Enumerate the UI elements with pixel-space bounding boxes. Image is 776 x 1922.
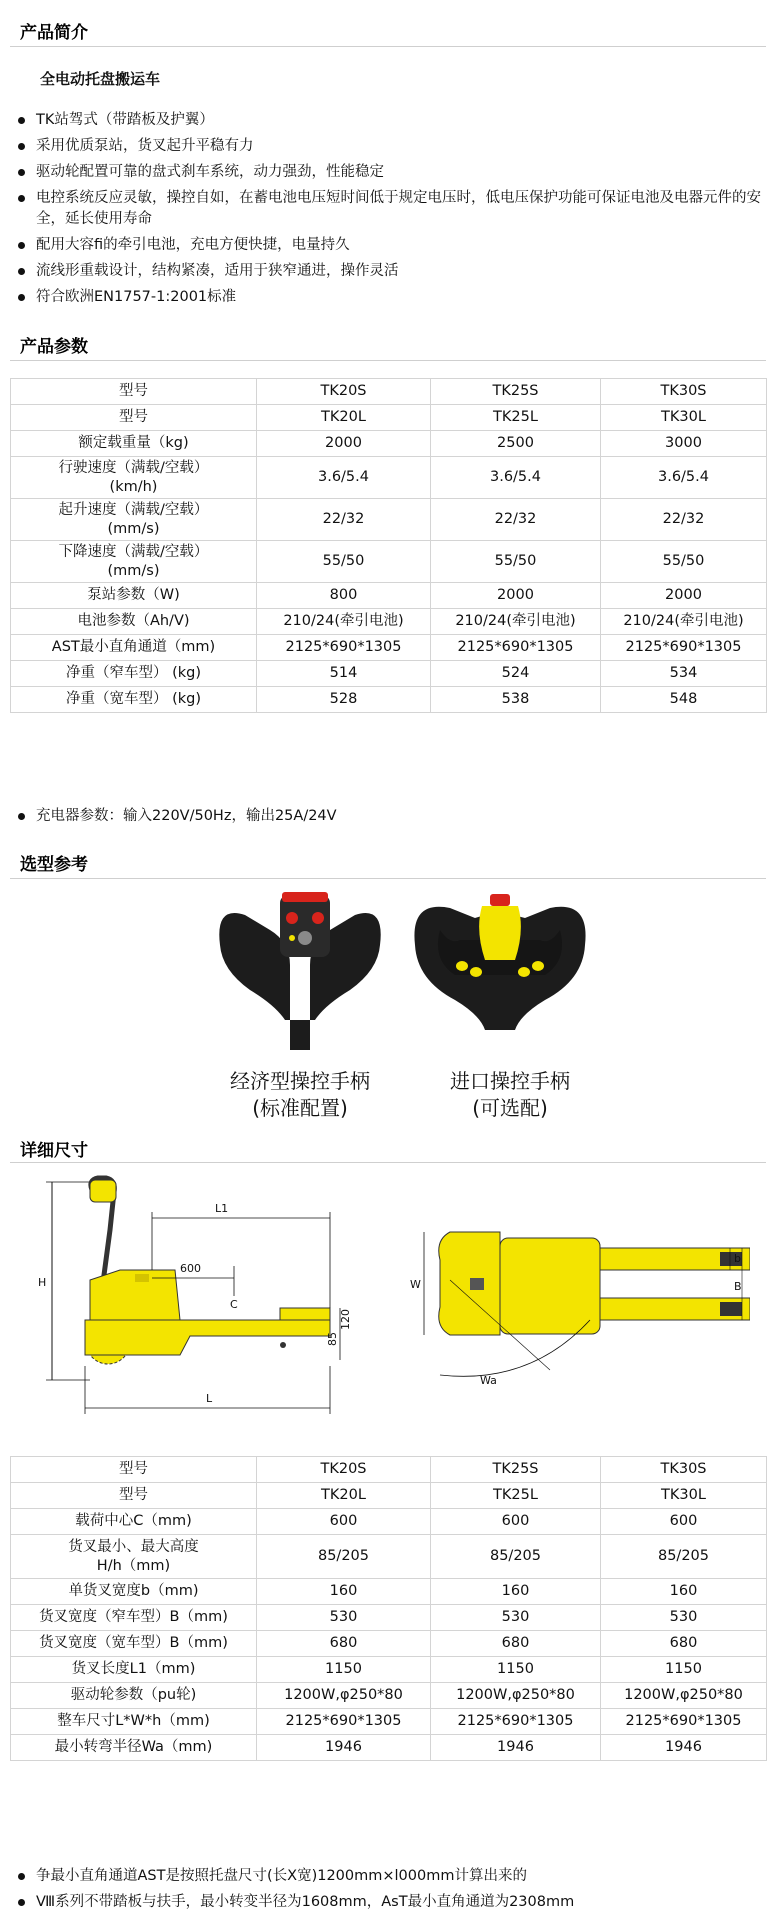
dims-label-cell: 最小转弯半径Wa（mm) [11, 1735, 257, 1761]
params-value-cell: 538 [431, 687, 601, 713]
params-row [11, 609, 767, 635]
dims-row [11, 1605, 767, 1631]
dims-value-cell: TK30L [601, 1483, 767, 1509]
dims-value-cell: 1946 [257, 1735, 431, 1761]
params-value-cell: TK25L [431, 405, 601, 431]
params-value-cell: 210/24(牵引电池) [601, 609, 767, 635]
params-value-cell: 210/24(牵引电池) [257, 609, 431, 635]
params-value-cell: 55/50 [601, 541, 767, 583]
params-value-cell: 210/24(牵引电池) [431, 609, 601, 635]
dims-value-cell: 1200W,φ250*80 [601, 1683, 767, 1709]
product-subtitle: 全电动托盘搬运车 [40, 70, 161, 88]
dims-label-cell: 型号 [11, 1483, 257, 1509]
params-value-cell: 2125*690*1305 [601, 635, 767, 661]
footer-note: Ⅷ系列不带踏板与扶手，最小转变半径为1608mm，AsT最小直角通道为2308mm [14, 1892, 764, 1913]
params-value-cell: 55/50 [431, 541, 601, 583]
feature-item: 符合欧洲EN1757-1:2001标准 [14, 287, 764, 308]
dimensions-table [10, 1456, 767, 1761]
params-value-cell: 800 [257, 583, 431, 609]
dims-label-cell: 驱动轮参数（pu轮) [11, 1683, 257, 1709]
dims-label-cell: 整车尺寸L*W*h（mm) [11, 1709, 257, 1735]
params-value-cell: 2000 [601, 583, 767, 609]
section-title-params: 产品参数 [20, 337, 88, 357]
section-divider [10, 360, 766, 361]
dims-row [11, 1631, 767, 1657]
dimension-diagram [30, 1170, 750, 1430]
label-120: 120 [339, 1309, 352, 1330]
params-label-cell: 行驶速度（满载/空载） (km/h) [11, 457, 257, 499]
section-title-selection: 选型参考 [20, 855, 88, 875]
params-label-cell: AST最小直角通道（mm) [11, 635, 257, 661]
dims-value-cell: 680 [601, 1631, 767, 1657]
handle-illustrations [200, 890, 620, 1060]
params-label-cell: 泵站参数（W) [11, 583, 257, 609]
imported-handle-icon [414, 894, 585, 1030]
dims-label-cell: 载荷中心C（mm) [11, 1509, 257, 1535]
params-label-cell: 电池参数（Ah/V) [11, 609, 257, 635]
params-row [11, 379, 767, 405]
dims-row [11, 1457, 767, 1483]
dims-value-cell: 2125*690*1305 [601, 1709, 767, 1735]
economic-handle-name: 经济型操控手柄 [230, 1069, 370, 1093]
params-row [11, 687, 767, 713]
params-row [11, 635, 767, 661]
params-value-cell: 22/32 [257, 499, 431, 541]
dims-label-cell: 货叉宽度（窄车型）B（mm) [11, 1605, 257, 1631]
params-value-cell: 22/32 [601, 499, 767, 541]
dims-label-cell: 货叉最小、最大高度 H/h（mm) [11, 1535, 257, 1579]
params-value-cell: 3000 [601, 431, 767, 457]
dims-label-cell: 单货叉宽度b（mm) [11, 1579, 257, 1605]
dims-label-cell: 型号 [11, 1457, 257, 1483]
params-label-cell: 额定载重量（kg) [11, 431, 257, 457]
label-L1: L1 [215, 1202, 229, 1215]
feature-item: 驱动轮配置可靠的盘式刹车系统，动力强劲，性能稳定 [14, 162, 764, 183]
dims-value-cell: 85/205 [601, 1535, 767, 1579]
params-label-cell: 起升速度（满载/空载） (mm/s) [11, 499, 257, 541]
params-label-cell: 净重（宽车型） (kg) [11, 687, 257, 713]
charger-note-list [14, 806, 764, 832]
params-label-cell: 型号 [11, 379, 257, 405]
params-value-cell: 55/50 [257, 541, 431, 583]
dims-value-cell: 2125*690*1305 [431, 1709, 601, 1735]
dims-row [11, 1735, 767, 1761]
label-C: C [230, 1298, 238, 1311]
label-B: B [734, 1280, 742, 1293]
label-L: L [206, 1392, 213, 1405]
params-value-cell: 528 [257, 687, 431, 713]
dims-value-cell: 85/205 [257, 1535, 431, 1579]
params-value-cell: 534 [601, 661, 767, 687]
params-value-cell: 22/32 [431, 499, 601, 541]
imported-handle-name: 进口操控手柄 [450, 1069, 570, 1093]
feature-item: 电控系统反应灵敏，操控自如，在蓄电池电压短时间低于规定电压时，低电压保护功能可保证电池及电器元件的安全，延长使用寿命 [14, 188, 764, 230]
dims-value-cell: 1150 [601, 1657, 767, 1683]
footer-notes [14, 1866, 764, 1918]
dims-row [11, 1657, 767, 1683]
dims-row [11, 1579, 767, 1605]
feature-list [14, 110, 764, 313]
dims-value-cell: 600 [431, 1509, 601, 1535]
top-view-diagram [410, 1232, 750, 1387]
feature-item: 流线形重载设计，结构紧凑，适用于狭窄通进，操作灵活 [14, 261, 764, 282]
params-value-cell: 514 [257, 661, 431, 687]
dims-value-cell: 1946 [431, 1735, 601, 1761]
charger-note: 充电器参数：输入220V/50Hz，输出25A/24V [14, 806, 764, 827]
section-divider [10, 1162, 766, 1163]
footer-note: 争最小直角通道AST是按照托盘尺寸(长X宽)1200mm×l000mm计算出来的 [14, 1866, 764, 1887]
dims-value-cell: 530 [601, 1605, 767, 1631]
params-label-cell: 净重（窄车型） (kg) [11, 661, 257, 687]
dims-value-cell: 600 [257, 1509, 431, 1535]
params-value-cell: 2000 [431, 583, 601, 609]
dims-value-cell: 1946 [601, 1735, 767, 1761]
params-value-cell: TK25S [431, 379, 601, 405]
label-Wa: Wa [480, 1374, 497, 1387]
dims-value-cell: 160 [601, 1579, 767, 1605]
section-title-dimensions: 详细尺寸 [20, 1141, 88, 1161]
section-divider [10, 46, 766, 47]
section-divider [10, 878, 766, 879]
params-row [11, 541, 767, 583]
params-value-cell: 524 [431, 661, 601, 687]
imported-handle-config: (可选配) [472, 1096, 548, 1120]
dims-value-cell: TK20S [257, 1457, 431, 1483]
label-85: 85 [326, 1332, 339, 1346]
dims-value-cell: 1150 [431, 1657, 601, 1683]
dims-value-cell: TK25L [431, 1483, 601, 1509]
params-label-cell: 型号 [11, 405, 257, 431]
dims-row [11, 1509, 767, 1535]
dims-value-cell: 1200W,φ250*80 [431, 1683, 601, 1709]
params-label-cell: 下降速度（满载/空载） (mm/s) [11, 541, 257, 583]
params-value-cell: 2125*690*1305 [257, 635, 431, 661]
dims-label-cell: 货叉长度L1（mm) [11, 1657, 257, 1683]
feature-item: 配用大容fi的牵引电池，充电方便快捷，电量持久 [14, 235, 764, 256]
dims-value-cell: 680 [431, 1631, 601, 1657]
dims-label-cell: 货叉宽度（宽车型）B（mm) [11, 1631, 257, 1657]
dims-row [11, 1683, 767, 1709]
dims-value-cell: TK20L [257, 1483, 431, 1509]
dims-value-cell: 1200W,φ250*80 [257, 1683, 431, 1709]
dims-value-cell: 85/205 [431, 1535, 601, 1579]
params-value-cell: TK30L [601, 405, 767, 431]
label-H: H [38, 1276, 47, 1289]
params-value-cell: TK20S [257, 379, 431, 405]
dims-value-cell: 600 [601, 1509, 767, 1535]
label-b: b [734, 1252, 741, 1265]
params-row [11, 661, 767, 687]
dims-value-cell: 2125*690*1305 [257, 1709, 431, 1735]
imported-handle-caption [420, 1068, 600, 1122]
economic-handle-config: (标准配置) [252, 1096, 348, 1120]
params-row [11, 457, 767, 499]
economic-handle-caption [210, 1068, 390, 1122]
params-row [11, 431, 767, 457]
dims-value-cell: 160 [431, 1579, 601, 1605]
params-value-cell: 2500 [431, 431, 601, 457]
params-value-cell: 548 [601, 687, 767, 713]
dims-row [11, 1483, 767, 1509]
dims-value-cell: 160 [257, 1579, 431, 1605]
side-view-diagram [38, 1178, 352, 1414]
label-W: W [410, 1278, 421, 1291]
params-value-cell: TK30S [601, 379, 767, 405]
params-row [11, 405, 767, 431]
params-row [11, 499, 767, 541]
params-value-cell: 2125*690*1305 [431, 635, 601, 661]
params-value-cell: 3.6/5.4 [431, 457, 601, 499]
dims-value-cell: 530 [431, 1605, 601, 1631]
label-600: 600 [180, 1262, 201, 1275]
params-value-cell: 3.6/5.4 [257, 457, 431, 499]
feature-item: TK站驾式（带踏板及护翼） [14, 110, 764, 131]
params-value-cell: 2000 [257, 431, 431, 457]
dims-row [11, 1709, 767, 1735]
params-value-cell: 3.6/5.4 [601, 457, 767, 499]
dims-value-cell: 1150 [257, 1657, 431, 1683]
feature-item: 采用优质泵站，货叉起升平稳有力 [14, 136, 764, 157]
dims-value-cell: TK30S [601, 1457, 767, 1483]
economic-handle-icon [219, 892, 380, 1050]
params-value-cell: TK20L [257, 405, 431, 431]
params-table [10, 378, 767, 713]
dims-value-cell: 530 [257, 1605, 431, 1631]
dims-value-cell: 680 [257, 1631, 431, 1657]
section-title-intro: 产品简介 [20, 23, 88, 43]
dims-value-cell: TK25S [431, 1457, 601, 1483]
params-row [11, 583, 767, 609]
dims-row [11, 1535, 767, 1579]
